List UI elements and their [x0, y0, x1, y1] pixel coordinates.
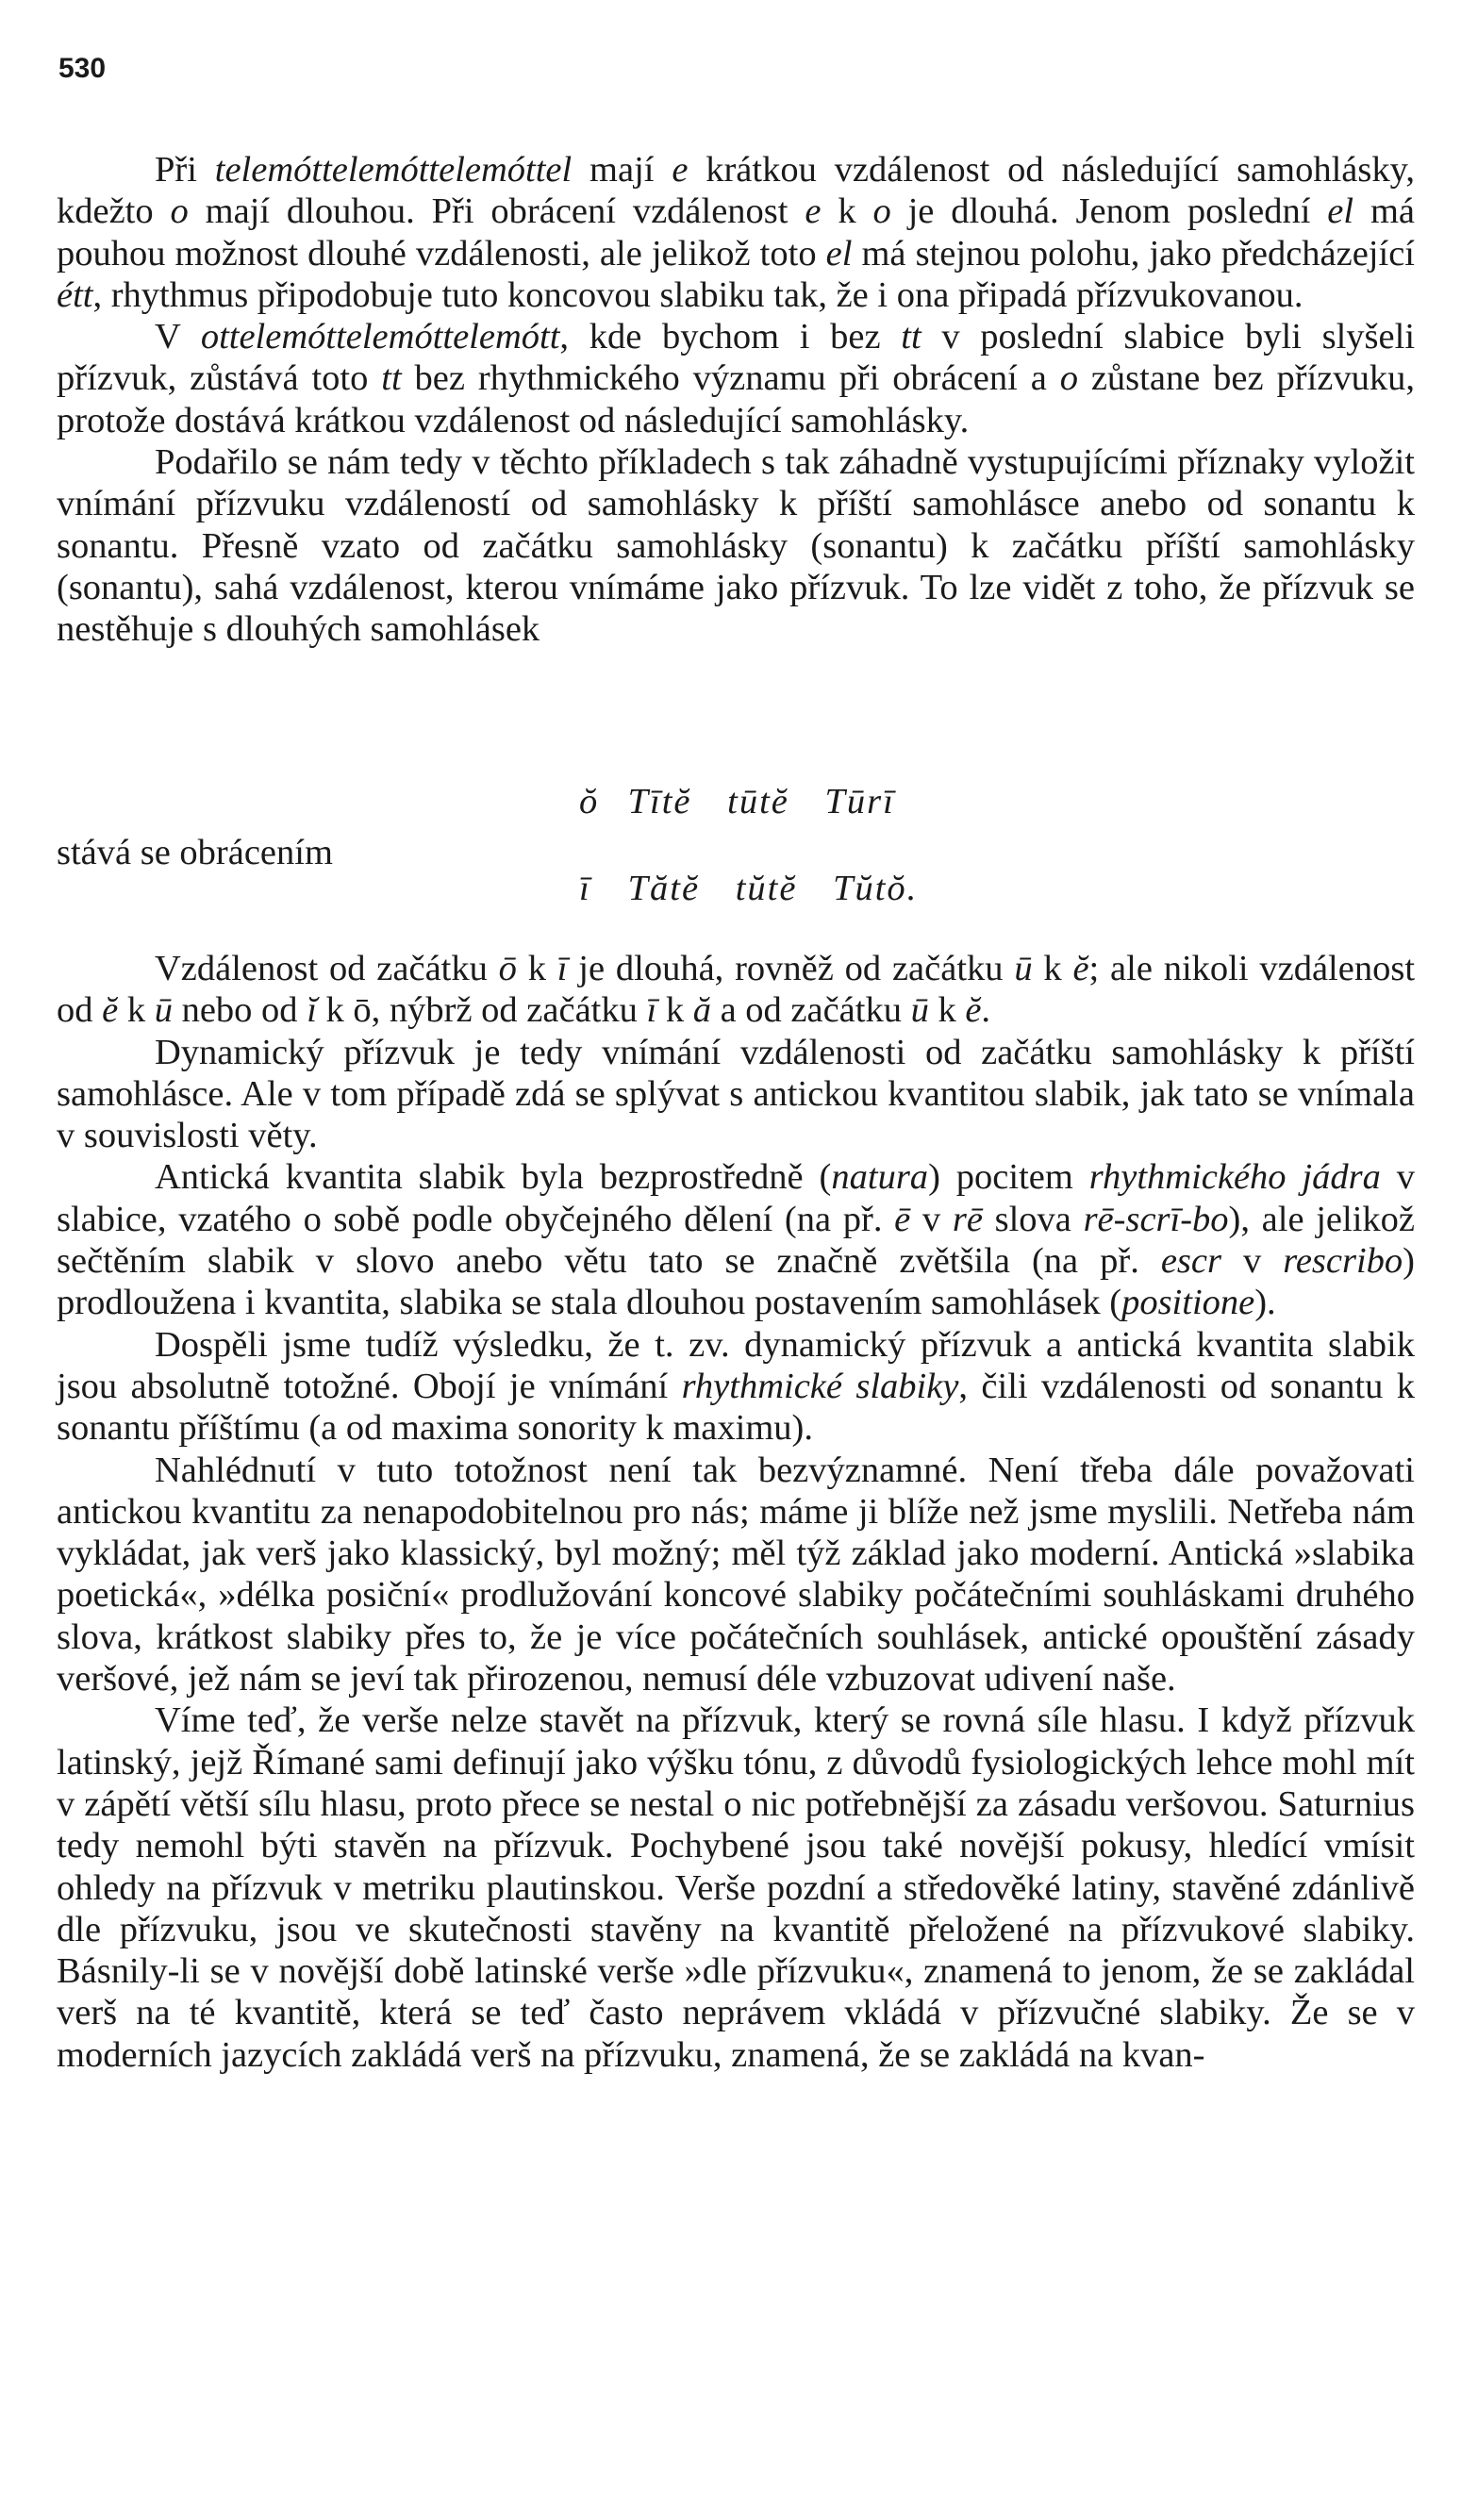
text-block-top: [57, 149, 1415, 651]
paragraph: [57, 1450, 1415, 1700]
paragraph-text: mají: [572, 150, 672, 190]
paragraph-text: , kde bychom i bez: [559, 317, 902, 357]
italic-text: el: [1327, 191, 1354, 232]
italic-text: e: [672, 150, 689, 190]
paragraph-text: má pouhou možnost dlouhé vzdálenosti, ale jelikož toto: [57, 191, 1415, 274]
paragraph-text: Vzdálenost od začátku: [155, 949, 499, 988]
paragraph-text: k: [656, 990, 693, 1031]
paragraph: [57, 441, 1415, 650]
italic-text: rescribo: [1283, 1241, 1403, 1282]
paragraph-text: je dlouhá, rovněž od začátku: [567, 949, 1015, 988]
italic-text: rē: [952, 1199, 983, 1239]
paragraph-text: k ō, nýbrž od začátku: [316, 990, 647, 1031]
italic-text: ĕ: [965, 990, 982, 1031]
italic-text: ū: [154, 990, 173, 1031]
paragraph-text: Dospěli jsme tudíž výsledku, že t. zv. dynamický přízvuk a antická kvantita slabik jsou absolutně totožné. Obojí je vnímání: [57, 1324, 1415, 1406]
paragraph-text: ), ale jelikož sečtěním slabik v slovo anebo větu tato se značně zvětšila (na př.: [57, 1199, 1416, 1282]
paragraph-text: má stejnou polohu, jako předcházející: [852, 233, 1415, 274]
italic-text: ū: [1014, 949, 1033, 988]
italic-text: telemóttelemóttelemóttel: [214, 150, 573, 190]
paragraph: [57, 1699, 1415, 2076]
italic-text: rē-scrī-bo: [1083, 1199, 1229, 1239]
paragraph-text: v: [910, 1199, 953, 1239]
italic-text: ī: [646, 990, 657, 1031]
paragraph-text: je dlouhá. Jenom poslední: [890, 191, 1328, 232]
paragraph-text: Podařilo se nám tedy v těchto příkladech s tak záhadně vystupujícími příznaky vyložit vnímání přízvuku vzdáleností od samohlásky k příští samohlásce anebo od sonantu k sonantu. Přesně vzato od začátku samohlásky (sonantu) k začátku příští samohlásky (sonantu), sahá vzdálenost, kterou vnímáme jako přízvuk. To lze vidět z toho, že přízvuk se nestěhuje s dlouhých samohlásek: [57, 442, 1415, 650]
page-number: 530: [58, 53, 107, 84]
italic-text: ī: [556, 949, 568, 988]
paragraph-text: Při: [155, 150, 215, 190]
paragraph-text: Dynamický přízvuk je tedy vnímání vzdálenosti od začátku samohlásky k příští samohlásce. Ale v tom případě zdá se splývat s antickou kvantitou slabik, jak tato se vnímala v souvislosti věty.: [57, 1032, 1415, 1156]
paragraph: [57, 948, 1415, 1032]
example-line-2: [579, 868, 942, 909]
example-line-1-syllable: Tītĕ: [627, 782, 692, 821]
paragraph-text: k: [516, 949, 557, 988]
paragraph-text: ; ale nikoli vzdálenost od: [57, 949, 1416, 1031]
example-line-2-vowel: ī: [579, 869, 591, 908]
italic-text: ă: [692, 990, 711, 1031]
italic-text: ū: [910, 990, 929, 1031]
example-line-1: [579, 781, 920, 822]
paragraph-text: .: [981, 990, 991, 1031]
paragraph-text: k: [821, 191, 873, 232]
paragraph-text: ) prodloužena i kvantita, slabika se stala dlouhou postavením samohlásek (: [57, 1241, 1415, 1323]
paragraph-text: mají dlouhou. Při obrácení vzdálenost: [188, 191, 805, 232]
text-block-bottom: [57, 948, 1415, 2076]
italic-text: o: [170, 191, 189, 232]
paragraph-text: ).: [1254, 1283, 1276, 1323]
paragraph: [57, 316, 1415, 441]
paragraph-text: v poslední slabice byli slyšeli přízvuk, zůstává toto: [57, 317, 1416, 399]
example-line-2-syllable: Tătĕ: [627, 869, 701, 908]
italic-text: e: [805, 191, 822, 232]
italic-text: ē: [894, 1199, 911, 1239]
paragraph-text: V: [155, 317, 201, 357]
paragraph-text: a od začátku: [710, 990, 911, 1031]
paragraph-text: krátkou vzdálenost od následující samohlásky, kdežto: [57, 150, 1415, 232]
paragraph-text: , rhythmus připodobuje tuto koncovou slabiku tak, že i ona připadá přízvukovanou.: [92, 274, 1303, 315]
italic-text: ĭ: [307, 990, 317, 1031]
paragraph: [57, 1324, 1415, 1450]
italic-text: rhythmického jádra: [1088, 1157, 1381, 1198]
italic-text: escr: [1160, 1241, 1221, 1282]
paragraph-text: zůstane bez přízvuku, protože dostává krátkou vzdálenost od následující samohlásky.: [57, 358, 1415, 440]
italic-text: étt: [57, 274, 93, 315]
paragraph-text: k: [1032, 949, 1073, 988]
italic-text: rhythmické slabiky: [681, 1366, 959, 1406]
italic-text: ottelemóttelemóttelemótt: [200, 317, 560, 357]
scansion-example: [57, 781, 1415, 941]
paragraph: [57, 1156, 1415, 1323]
italic-text: o: [1059, 358, 1078, 399]
paragraph-text: k: [928, 990, 966, 1031]
paragraph-text: slova: [982, 1199, 1084, 1239]
italic-text: o: [872, 191, 891, 232]
italic-text: tt: [901, 317, 921, 357]
italic-text: positione: [1121, 1283, 1255, 1323]
paragraph-text: bez rhythmického významu při obrácení a: [401, 358, 1060, 399]
paragraph-text: v slabice, vzatého o sobě podle obyčejného dělení (na př.: [57, 1157, 1416, 1239]
italic-text: ō: [498, 949, 517, 988]
paragraph-text: Víme teď, že verše nelze stavět na přízvuk, který se rovná síle hlasu. I když přízvuk latinský, jejž Římané sami definují jako výšku tónu, z důvodů fysiologických lehce mohl mít v zápětí větší sílu hlasu, proto přece se nestal o nic potřebnější za zásadu veršovou. Saturnius tedy nemohl býti stavěn na přízvuk. Pochybené jsou také novější pokusy, hledící vmísit ohledy na přízvuk v metriku plautinskou. Verše pozdní a středověké latiny, stavěné zdánlivě dle přízvuku, jsou ve skutečnosti stavěny na kvantitě přeložené na přízvukové slabiky. Básnily-li se v novější době latinské verše »dle přízvuku«, znamená to jenom, že se zakládal verš na té kvantitě, která se teď často neprávem vkládá v přízvučné slabiky. Že se v moderních jazycích zakládá verš na přízvuku, znamená, že se zakládá na kvan-: [57, 1700, 1415, 2075]
example-label: stává se obrácením: [57, 833, 333, 872]
paragraph-text: nebo od: [172, 990, 307, 1031]
example-line-2-syllable: Tŭtŏ.: [833, 869, 919, 908]
paragraph: [57, 149, 1415, 316]
italic-text: ĕ: [1072, 949, 1089, 988]
example-line-1-syllable: Tūrī: [824, 782, 895, 821]
paragraph-text: ) pocitem: [928, 1157, 1089, 1198]
example-line-1-vowel: ŏ: [579, 782, 600, 821]
paragraph-text: Nahlédnutí v tuto totožnost není tak bezvýznamné. Není třeba dále považovati antickou kvantitu za nenapodobitelnou pro nás; máme ji blíže než jsme myslili. Netřeba nám vykládat, jak verš jako klassický, byl možný; měl týž základ jako moderní. Antická »slabika poetická«, »délka posiční« prodlužování koncové slabiky počátečními souhláskami druhého slova, krátkost slabiky přes to, že je více počátečních souhlásek, antické opouštění zásady veršové, jež nám se jeví tak přirozenou, nemusí déle vzbuzovat udivení naše.: [57, 1450, 1415, 1699]
example-line-1-syllable: tūtĕ: [727, 782, 789, 821]
paragraph-text: Antická kvantita slabik byla bezprostředně (: [155, 1157, 832, 1198]
italic-text: el: [825, 233, 853, 274]
italic-text: ĕ: [102, 990, 119, 1031]
paragraph-text: v: [1221, 1241, 1284, 1282]
example-line-2-syllable: tŭtĕ: [735, 869, 798, 908]
italic-text: natura: [831, 1157, 929, 1198]
paragraph: [57, 1032, 1415, 1157]
paragraph-text: , čili vzdálenosti od sonantu k sonantu příštímu (a od maxima sonority k maximu).: [57, 1366, 1415, 1449]
paragraph-text: k: [118, 990, 155, 1031]
italic-text: tt: [381, 358, 402, 399]
